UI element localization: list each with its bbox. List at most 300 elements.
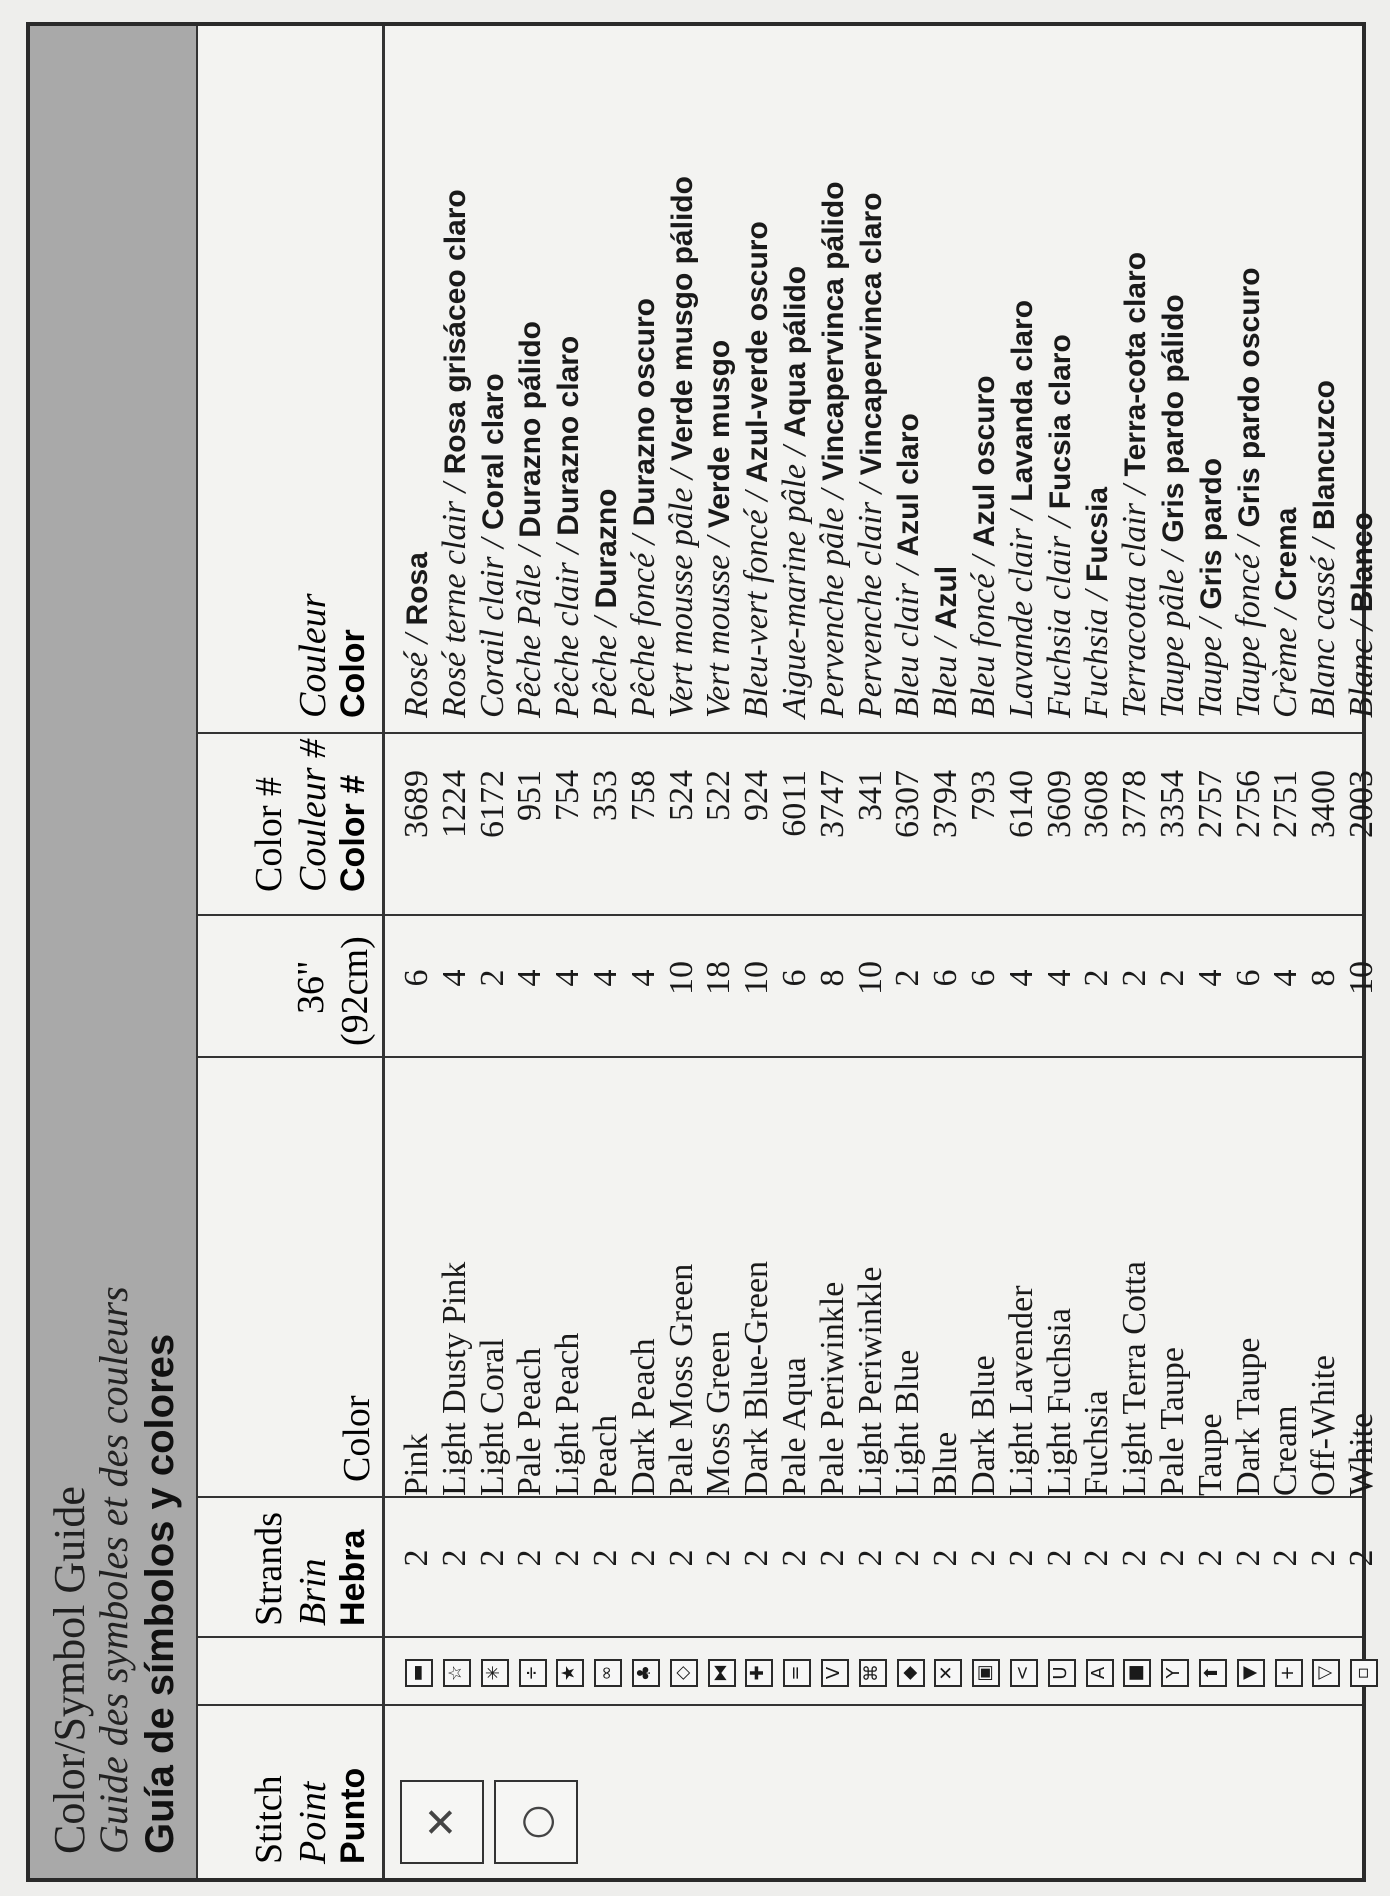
slash-separator: / bbox=[1002, 501, 1040, 529]
french-name: Blanc cassé bbox=[1305, 556, 1343, 718]
length-cell: 4 bbox=[1002, 969, 1040, 987]
strands-cell: 2 bbox=[473, 1549, 511, 1567]
slash-separator: / bbox=[700, 528, 738, 555]
length-cell: 6 bbox=[398, 969, 435, 987]
translation-cell bbox=[1192, 458, 1230, 718]
color-name-cell: Taupe bbox=[1191, 1413, 1229, 1496]
strands-cell: 2 bbox=[776, 1549, 813, 1567]
length-cell: 2 bbox=[1116, 969, 1154, 987]
color-name-cell: Pink bbox=[398, 1433, 435, 1496]
translation-cell bbox=[1230, 267, 1268, 718]
translation-cell bbox=[398, 552, 436, 718]
slash-separator: / bbox=[662, 461, 700, 488]
spanish-name: Azul claro bbox=[892, 413, 926, 557]
french-name: Bleu foncé bbox=[965, 573, 1002, 718]
strands-cell: 2 bbox=[1343, 1549, 1380, 1567]
table-row bbox=[663, 26, 701, 1878]
spanish-name: Fucsia bbox=[1081, 486, 1115, 582]
translation-cell bbox=[852, 192, 890, 718]
slash-separator: / bbox=[549, 535, 587, 563]
translation-cell bbox=[549, 336, 587, 718]
table-row bbox=[1230, 26, 1268, 1878]
symbol-cell bbox=[738, 1648, 776, 1698]
header-strands bbox=[204, 1498, 384, 1638]
translation-cell bbox=[1305, 380, 1343, 718]
color-name-cell: Light Lavender bbox=[1002, 1285, 1040, 1496]
translation-cell bbox=[511, 321, 549, 718]
french-name: Rosé terne clair bbox=[435, 500, 473, 718]
spanish-name: Vincapervinca pálido bbox=[816, 181, 850, 482]
header-rule bbox=[382, 26, 385, 1878]
french-name: Pêche bbox=[587, 634, 624, 718]
table-row bbox=[738, 26, 776, 1878]
slash-separator: / bbox=[889, 556, 927, 583]
header-stitch-fr: Point bbox=[292, 1781, 334, 1864]
translation-cell bbox=[965, 375, 1003, 718]
symbol-cell bbox=[1343, 1648, 1381, 1698]
title-french: Guide des symboles et des couleurs bbox=[91, 1286, 136, 1854]
small-square-symbol-icon: ▫ bbox=[1350, 1659, 1378, 1687]
translation-cell bbox=[1078, 487, 1116, 718]
spanish-name: Durazno bbox=[590, 488, 623, 609]
slash-separator: / bbox=[624, 526, 662, 553]
french-name: Pêche foncé bbox=[624, 552, 662, 718]
slash-separator: / bbox=[398, 625, 435, 652]
spanish-name: Lavanda claro bbox=[1005, 299, 1039, 502]
color-name-cell: Light Periwinkle bbox=[851, 1266, 889, 1496]
table-row bbox=[587, 26, 625, 1878]
symbol-cell bbox=[511, 1648, 549, 1698]
color-number-cell: 2756 bbox=[1229, 770, 1267, 838]
infinity-symbol-icon: ∞ bbox=[594, 1659, 622, 1687]
header-stitch-es: Punto bbox=[334, 1767, 372, 1864]
translation-cell bbox=[776, 266, 814, 718]
french-name: Blanc bbox=[1343, 638, 1380, 718]
color-number-cell: 6011 bbox=[776, 770, 813, 837]
star-outline-symbol-icon: ☆ bbox=[443, 1659, 471, 1687]
y-symbol-icon: Y bbox=[1161, 1659, 1189, 1687]
length-cell: 6 bbox=[965, 969, 1002, 987]
color-name-cell: Blue bbox=[927, 1431, 965, 1496]
color-number-cell: 3689 bbox=[398, 770, 435, 838]
triangle-down-outline-symbol-icon: ▽ bbox=[1312, 1659, 1340, 1687]
loop-square-symbol-icon: ⌘ bbox=[859, 1659, 887, 1687]
header-colornum-fr: Couleur # bbox=[292, 738, 334, 892]
length-cell: 4 bbox=[549, 969, 587, 987]
translation-cell bbox=[625, 298, 663, 718]
table-row bbox=[852, 26, 890, 1878]
color-number-cell: 3354 bbox=[1154, 770, 1191, 838]
length-cell: 4 bbox=[435, 969, 473, 987]
color-number-cell: 951 bbox=[511, 770, 549, 821]
symbol-cell bbox=[625, 1648, 663, 1698]
spanish-name: Verde musgo pálido bbox=[665, 176, 699, 462]
color-number-cell: 2003 bbox=[1343, 770, 1380, 838]
french-name: Taupe foncé bbox=[1229, 553, 1267, 718]
table-row bbox=[965, 26, 1003, 1878]
slash-separator: / bbox=[1078, 582, 1116, 609]
slash-separator: / bbox=[813, 481, 851, 508]
color-name-cell: Pale Moss Green bbox=[662, 1263, 700, 1496]
symbol-cell bbox=[814, 1648, 852, 1698]
plus-symbol-icon: + bbox=[1275, 1659, 1303, 1687]
translation-cell bbox=[738, 221, 776, 718]
table-row bbox=[1078, 26, 1116, 1878]
table-row bbox=[1192, 26, 1230, 1878]
strands-cell: 2 bbox=[1154, 1549, 1191, 1567]
symbol-cell bbox=[474, 1648, 512, 1698]
symbol-cell bbox=[1305, 1648, 1343, 1698]
slash-separator: / bbox=[1267, 600, 1305, 628]
table-row bbox=[511, 26, 549, 1878]
square-solid-symbol-icon: ■ bbox=[1123, 1659, 1151, 1687]
diamond-outline-symbol-icon: ◇ bbox=[670, 1659, 698, 1687]
color-name-cell: Light Dusty Pink bbox=[435, 1261, 473, 1496]
color-number-cell: 754 bbox=[549, 770, 587, 821]
table-row bbox=[814, 26, 852, 1878]
color-name-cell: White bbox=[1343, 1412, 1380, 1496]
color-name-cell: Moss Green bbox=[700, 1330, 738, 1496]
color-number-cell: 2757 bbox=[1191, 770, 1229, 838]
spanish-name: Durazno oscuro bbox=[627, 298, 661, 527]
diamond-solid-symbol-icon: ◆ bbox=[897, 1659, 925, 1687]
symbol-cell bbox=[663, 1648, 701, 1698]
color-number-cell: 6140 bbox=[1002, 770, 1040, 838]
slash-separator: / bbox=[1116, 476, 1154, 503]
color-number-cell: 924 bbox=[738, 770, 776, 821]
color-number-cell: 2751 bbox=[1267, 770, 1305, 838]
header-colornum-es: Color # bbox=[334, 774, 372, 892]
french-name: Aigue-marine pâle bbox=[776, 464, 813, 718]
spanish-name: Azul-verde oscuro bbox=[741, 221, 775, 483]
symbol-cell bbox=[965, 1648, 1003, 1698]
color-name-cell: Light Terra Cotta bbox=[1116, 1261, 1154, 1496]
star-solid-symbol-icon: ★ bbox=[556, 1659, 584, 1687]
color-symbol-guide bbox=[26, 22, 1380, 1882]
triangle-down-solid-symbol-icon: ▼ bbox=[1237, 1659, 1265, 1687]
strands-cell: 2 bbox=[965, 1549, 1002, 1567]
length-cell: 18 bbox=[700, 961, 738, 995]
header-couleur bbox=[204, 432, 384, 732]
color-number-cell: 6172 bbox=[473, 770, 511, 838]
translation-cell bbox=[814, 181, 852, 718]
french-name: Bleu clair bbox=[889, 582, 927, 718]
strands-cell: 2 bbox=[587, 1549, 624, 1567]
french-name: Pêche clair bbox=[549, 562, 587, 718]
strands-cell: 2 bbox=[851, 1549, 889, 1567]
slash-separator: / bbox=[511, 537, 549, 565]
slash-separator: / bbox=[851, 475, 889, 502]
color-name-cell: Pale Periwinkle bbox=[813, 1281, 851, 1496]
plus-bold-symbol-icon: ✚ bbox=[745, 1659, 773, 1687]
spanish-name: Rosa bbox=[401, 552, 434, 626]
color-number-cell: 758 bbox=[624, 770, 662, 821]
translation-cell bbox=[1343, 512, 1381, 718]
french-name: Bleu bbox=[927, 655, 965, 718]
length-cell: 10 bbox=[851, 961, 889, 995]
translation-cell bbox=[889, 413, 927, 718]
translation-cell bbox=[700, 340, 738, 718]
spanish-name: Rosa grisáceo claro bbox=[438, 189, 472, 475]
symbol-cell bbox=[1230, 1648, 1268, 1698]
length-cell: 2 bbox=[473, 969, 511, 987]
header-stitch-en: Stitch bbox=[248, 1775, 290, 1864]
strands-cell: 2 bbox=[662, 1549, 700, 1567]
color-number-cell: 3608 bbox=[1078, 770, 1116, 838]
spanish-name: Terra-cota claro bbox=[1119, 251, 1153, 477]
table-row bbox=[398, 26, 436, 1878]
french-name: Corail clair bbox=[473, 556, 511, 718]
slash-separator: / bbox=[1154, 542, 1191, 570]
length-cell: 8 bbox=[813, 969, 851, 987]
v-symbol-icon: V bbox=[821, 1659, 849, 1687]
symbol-cell bbox=[1192, 1648, 1230, 1698]
strands-cell: 2 bbox=[1229, 1549, 1267, 1567]
french-name: Taupe pâle bbox=[1154, 569, 1191, 718]
symbol-cell bbox=[1116, 1648, 1154, 1698]
color-number-cell: 3747 bbox=[813, 770, 851, 838]
slash-separator: / bbox=[776, 437, 813, 464]
divide-symbol-icon: ÷ bbox=[519, 1659, 547, 1687]
symbol-cell bbox=[436, 1648, 474, 1698]
french-name: Crème bbox=[1267, 627, 1305, 718]
square-in-square-symbol-icon: ▣ bbox=[972, 1659, 1000, 1687]
strands-cell: 2 bbox=[1078, 1549, 1116, 1567]
spanish-name: Vincapervinca claro bbox=[854, 192, 888, 476]
spanish-name: Gris pardo pálido bbox=[1157, 294, 1190, 543]
strands-cell: 2 bbox=[549, 1549, 587, 1567]
header-couleur-fr: Couleur bbox=[292, 593, 334, 718]
less-than-symbol-icon: < bbox=[1010, 1659, 1038, 1687]
french-name: Fuchsia bbox=[1078, 608, 1116, 718]
translation-cell bbox=[1154, 294, 1192, 718]
color-number-cell: 6307 bbox=[889, 770, 927, 838]
spanish-name: Aqua pálido bbox=[779, 265, 812, 438]
length-cell: 10 bbox=[662, 961, 700, 995]
strands-cell: 2 bbox=[889, 1549, 927, 1567]
symbol-cell bbox=[1267, 1648, 1305, 1698]
french-name: Terracotta clair bbox=[1116, 502, 1154, 718]
translation-cell bbox=[1116, 252, 1154, 718]
slash-separator: / bbox=[587, 608, 624, 635]
u-symbol-icon: U bbox=[1048, 1659, 1076, 1687]
spanish-name: Blanco bbox=[1346, 512, 1379, 613]
symbol-cell bbox=[852, 1648, 890, 1698]
french-name: Bleu-vert foncé bbox=[738, 509, 776, 718]
title-spanish: Guía de símbolos y colores bbox=[138, 1333, 182, 1854]
guide-header bbox=[30, 26, 198, 1878]
header-stitch bbox=[204, 1698, 384, 1878]
header-couleur-es: Color bbox=[334, 629, 372, 718]
strands-cell: 2 bbox=[1002, 1549, 1040, 1567]
color-name-cell: Dark Blue-Green bbox=[738, 1260, 776, 1496]
strands-cell: 2 bbox=[700, 1549, 738, 1567]
french-name: Fuchsia clair bbox=[1040, 535, 1078, 718]
color-number-cell: 3609 bbox=[1040, 770, 1078, 838]
color-name-cell: Pale Taupe bbox=[1154, 1347, 1191, 1496]
color-number-cell: 793 bbox=[965, 770, 1002, 821]
slash-separator: / bbox=[1229, 527, 1267, 554]
color-number-cell: 1224 bbox=[435, 770, 473, 838]
slash-separator: / bbox=[1305, 530, 1343, 557]
color-name-cell: Light Peach bbox=[549, 1332, 587, 1496]
spanish-name: Durazno pálido bbox=[514, 321, 548, 538]
strands-cell: 2 bbox=[1267, 1549, 1305, 1567]
length-cell: 6 bbox=[1229, 969, 1267, 987]
symbol-cell bbox=[1078, 1648, 1116, 1698]
table-row bbox=[1305, 26, 1343, 1878]
color-name-cell: Light Fuchsia bbox=[1040, 1308, 1078, 1496]
color-name-cell: Dark Blue bbox=[965, 1355, 1002, 1496]
symbol-cell bbox=[398, 1648, 436, 1698]
translation-cell bbox=[663, 176, 701, 718]
length-cell: 4 bbox=[1040, 969, 1078, 987]
symbol-cell bbox=[549, 1648, 587, 1698]
symbol-cell bbox=[776, 1648, 814, 1698]
color-name-cell: Pale Aqua bbox=[776, 1357, 813, 1496]
color-name-cell: Dark Peach bbox=[624, 1338, 662, 1496]
club-symbol-icon: ♣ bbox=[632, 1659, 660, 1687]
translation-cell bbox=[587, 489, 625, 719]
slash-separator: / bbox=[738, 482, 776, 510]
color-name-cell: Light Blue bbox=[889, 1349, 927, 1496]
header-color bbox=[204, 1096, 384, 1496]
color-number-cell: 3794 bbox=[927, 770, 965, 838]
color-number-cell: 353 bbox=[587, 770, 624, 821]
strands-cell: 2 bbox=[1191, 1549, 1229, 1567]
slash-separator: / bbox=[435, 474, 473, 501]
strands-cell: 2 bbox=[511, 1549, 549, 1567]
table-row bbox=[1003, 26, 1041, 1878]
table-row bbox=[1154, 26, 1192, 1878]
symbol-cell bbox=[927, 1648, 965, 1698]
spanish-name: Crema bbox=[1270, 507, 1304, 601]
length-cell: 4 bbox=[1267, 969, 1305, 987]
length-cell: 4 bbox=[511, 969, 549, 987]
header-length-cm: (92cm) bbox=[334, 936, 376, 1046]
french-name: Pêche Pâle bbox=[511, 564, 549, 718]
color-name-cell: Cream bbox=[1267, 1405, 1305, 1496]
table-row bbox=[625, 26, 663, 1878]
strands-cell: 2 bbox=[927, 1549, 965, 1567]
translation-cell bbox=[927, 566, 965, 718]
translation-cell bbox=[1267, 508, 1305, 719]
table-row bbox=[927, 26, 965, 1878]
length-cell: 10 bbox=[738, 961, 776, 995]
slash-separator: / bbox=[1191, 609, 1229, 637]
table-row bbox=[700, 26, 738, 1878]
color-name-cell: Light Coral bbox=[473, 1338, 511, 1496]
spanish-name: Durazno claro bbox=[552, 335, 586, 536]
symbol-cell bbox=[889, 1648, 927, 1698]
length-cell: 4 bbox=[587, 969, 624, 987]
length-cell: 4 bbox=[1191, 969, 1229, 987]
arrow-up-symbol-icon: ⬆ bbox=[1199, 1659, 1227, 1687]
strands-cell: 2 bbox=[1305, 1549, 1343, 1567]
strands-cell: 2 bbox=[738, 1549, 776, 1567]
title-english: Color/Symbol Guide bbox=[45, 1486, 94, 1854]
french-name: Lavande clair bbox=[1002, 528, 1040, 718]
length-cell: 8 bbox=[1305, 969, 1343, 987]
slash-separator: / bbox=[965, 547, 1002, 574]
symbol-cell bbox=[587, 1648, 625, 1698]
header-color-en: Color bbox=[336, 1395, 378, 1482]
color-name-cell: Peach bbox=[587, 1414, 624, 1496]
slash-separator: / bbox=[473, 530, 511, 557]
spanish-name: Verde musgo bbox=[703, 339, 737, 529]
color-number-cell: 3778 bbox=[1116, 770, 1154, 838]
length-cell: 4 bbox=[624, 969, 662, 987]
translation-cell bbox=[474, 373, 512, 718]
cross-stitch-glyph: ✕ bbox=[419, 1805, 465, 1839]
strands-cell: 2 bbox=[398, 1549, 435, 1567]
translation-cell bbox=[1003, 300, 1041, 718]
table-row bbox=[1267, 26, 1305, 1878]
color-number-cell: 3400 bbox=[1305, 770, 1343, 838]
equals-symbol-icon: = bbox=[783, 1659, 811, 1687]
strands-cell: 2 bbox=[1040, 1549, 1078, 1567]
table-row bbox=[1116, 26, 1154, 1878]
strands-cell: 2 bbox=[624, 1549, 662, 1567]
color-number-cell: 522 bbox=[700, 770, 738, 821]
french-knot-glyph: ○ bbox=[513, 1804, 559, 1840]
table-row bbox=[549, 26, 587, 1878]
french-name: Vert mousse bbox=[700, 554, 738, 718]
header-strands-en: Strands bbox=[248, 1512, 290, 1626]
length-cell: 6 bbox=[927, 969, 965, 987]
french-name: Pervenche clair bbox=[851, 501, 889, 718]
length-cell: 10 bbox=[1343, 961, 1380, 995]
bowtie-symbol-icon: ⧓ bbox=[708, 1659, 736, 1687]
symbol-cell bbox=[1003, 1648, 1041, 1698]
spanish-name: Coral claro bbox=[476, 373, 510, 531]
length-cell: 6 bbox=[776, 969, 813, 987]
a-symbol-icon: A bbox=[1086, 1659, 1114, 1687]
spanish-name: Gris pardo oscuro bbox=[1232, 267, 1266, 528]
header-strands-fr: Brin bbox=[292, 1558, 334, 1626]
header-colornum-en: Color # bbox=[248, 776, 290, 892]
bar-symbol-icon: ▬ bbox=[405, 1659, 433, 1687]
color-name-cell: Dark Taupe bbox=[1229, 1337, 1267, 1496]
spanish-name: Blancuzco bbox=[1308, 380, 1342, 531]
color-number-cell: 524 bbox=[662, 770, 700, 821]
french-name: Vert mousse pâle bbox=[662, 487, 700, 718]
asterisk-symbol-icon: ✳ bbox=[481, 1659, 509, 1687]
color-name-cell: Off-White bbox=[1305, 1355, 1343, 1496]
translation-cell bbox=[436, 189, 474, 718]
table-row bbox=[776, 26, 814, 1878]
symbol-cell bbox=[1041, 1648, 1079, 1698]
color-name-cell: Pale Peach bbox=[511, 1347, 549, 1496]
slash-separator: / bbox=[1343, 612, 1380, 639]
french-name: Rosé bbox=[398, 651, 435, 718]
table-row bbox=[1041, 26, 1079, 1878]
x-symbol-icon: ✕ bbox=[934, 1659, 962, 1687]
symbol-cell bbox=[1154, 1648, 1192, 1698]
strands-cell: 2 bbox=[435, 1549, 473, 1567]
header-strands-es: Hebra bbox=[334, 1529, 372, 1626]
length-cell: 2 bbox=[889, 969, 927, 987]
spanish-name: Gris pardo bbox=[1194, 457, 1228, 610]
strands-cell: 2 bbox=[1116, 1549, 1154, 1567]
french-name: Taupe bbox=[1191, 636, 1229, 718]
header-length-inches: 36" bbox=[290, 960, 332, 1014]
spanish-name: Azul oscuro bbox=[968, 375, 1001, 548]
spanish-name: Fucsia claro bbox=[1043, 334, 1077, 510]
table-row bbox=[436, 26, 474, 1878]
color-name-cell: Fuchsia bbox=[1078, 1390, 1116, 1496]
slash-separator: / bbox=[1040, 509, 1078, 536]
